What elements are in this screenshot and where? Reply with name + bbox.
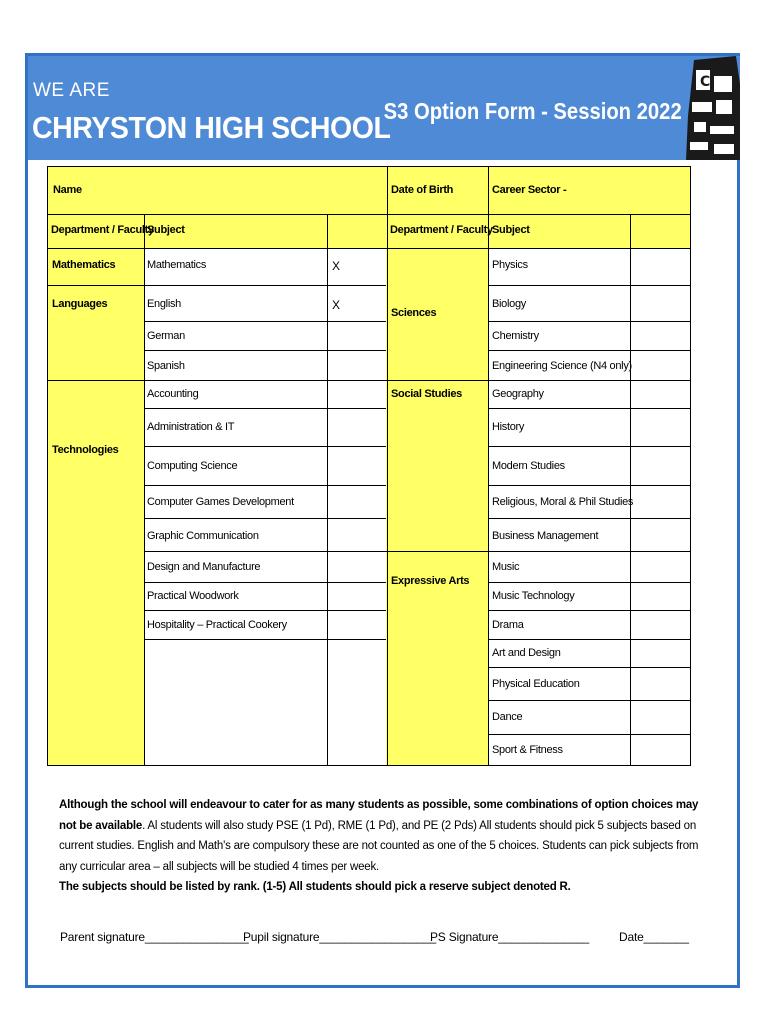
dept-sciences: Sciences [391,307,437,319]
subject-business-management: Business Management [492,530,599,542]
dept-mathematics: Mathematics [52,259,116,271]
crest-letter: C [700,74,711,90]
choice-mark-mathematics[interactable]: X [332,259,340,273]
school-name: CHRYSTON HIGH SCHOOL [32,110,391,145]
subject-design-manufacture: Design and Manufacture [147,561,261,573]
parent-signature-field[interactable]: Parent signature________________ [60,930,249,944]
subject-music: Music [492,561,520,573]
subject-computing-science: Computing Science [147,460,238,472]
subject-spanish: Spanish [147,360,185,372]
date-field[interactable]: Date_______ [619,930,689,944]
subject-graphic-communication: Graphic Communication [147,530,259,542]
right-dept-header: Department / Faculty [390,224,493,236]
subject-practical-woodwork: Practical Woodwork [147,590,239,602]
subject-history: History [492,421,525,433]
subject-sport-fitness: Sport & Fitness [492,744,563,756]
subject-music-technology: Music Technology [492,590,575,602]
dept-expressive-arts: Expressive Arts [391,575,470,587]
dob-label: Date of Birth [391,184,454,196]
subject-physics: Physics [492,259,528,271]
we-are-text: WE ARE [33,80,110,101]
subject-geography: Geography [492,388,544,400]
dept-technologies: Technologies [52,444,119,456]
subject-computer-games: Computer Games Development [147,496,294,508]
career-sector-label: Career Sector - [492,184,567,196]
name-label: Name [53,184,82,196]
subject-accounting: Accounting [147,388,199,400]
subject-hospitality: Hospitality – Practical Cookery [147,619,287,631]
left-subject-header: Subject [147,224,185,236]
subject-physical-education: Physical Education [492,678,580,690]
dept-social-studies: Social Studies [391,388,462,400]
subject-drama: Drama [492,619,524,631]
pupil-signature-field[interactable]: Pupil signature__________________ [243,930,436,944]
subject-mathematics: Mathematics [147,259,207,271]
subject-administration-it: Administration & IT [147,421,235,433]
subject-art-design: Art and Design [492,647,561,659]
subject-english: English [147,298,181,310]
subject-modern-studies: Modern Studies [492,460,565,472]
subject-engineering-science: Engineering Science (N4 only) [492,360,632,372]
choice-mark-english[interactable]: X [332,298,340,312]
form-title: S3 Option Form - Session 2022 [383,98,682,124]
notice-bold: Although the school will endeavour to cater for as many students as possible, some combinations of option choices may not be available [59,799,699,832]
footer-notice [59,795,709,898]
right-subject-header: Subject [492,224,530,236]
subject-chemistry: Chemistry [492,330,539,342]
left-dept-header: Department / Faculty [51,224,154,236]
subject-german: German [147,330,185,342]
subject-biology: Biology [492,298,526,310]
dept-languages: Languages [52,298,108,310]
ps-signature-field[interactable]: PS Signature______________ [430,930,589,944]
rank-note: The subjects should be listed by rank. (1-5) All students should pick a reserve subject denoted R. [59,881,571,893]
subject-dance: Dance [492,711,523,723]
subject-rmps: Religious, Moral & Phil Studies [492,496,634,508]
notice-rest: . Al students will also study PSE (1 Pd), RME (1 Pd), and PE (2 Pds) All students should pick 5 subjects based on current studies. English and Math's are compulsory these are not counted as one of the 5 choices. Students can pick subjects from any curricular area – all subjects will be studied 4 times per week. [59,819,699,873]
